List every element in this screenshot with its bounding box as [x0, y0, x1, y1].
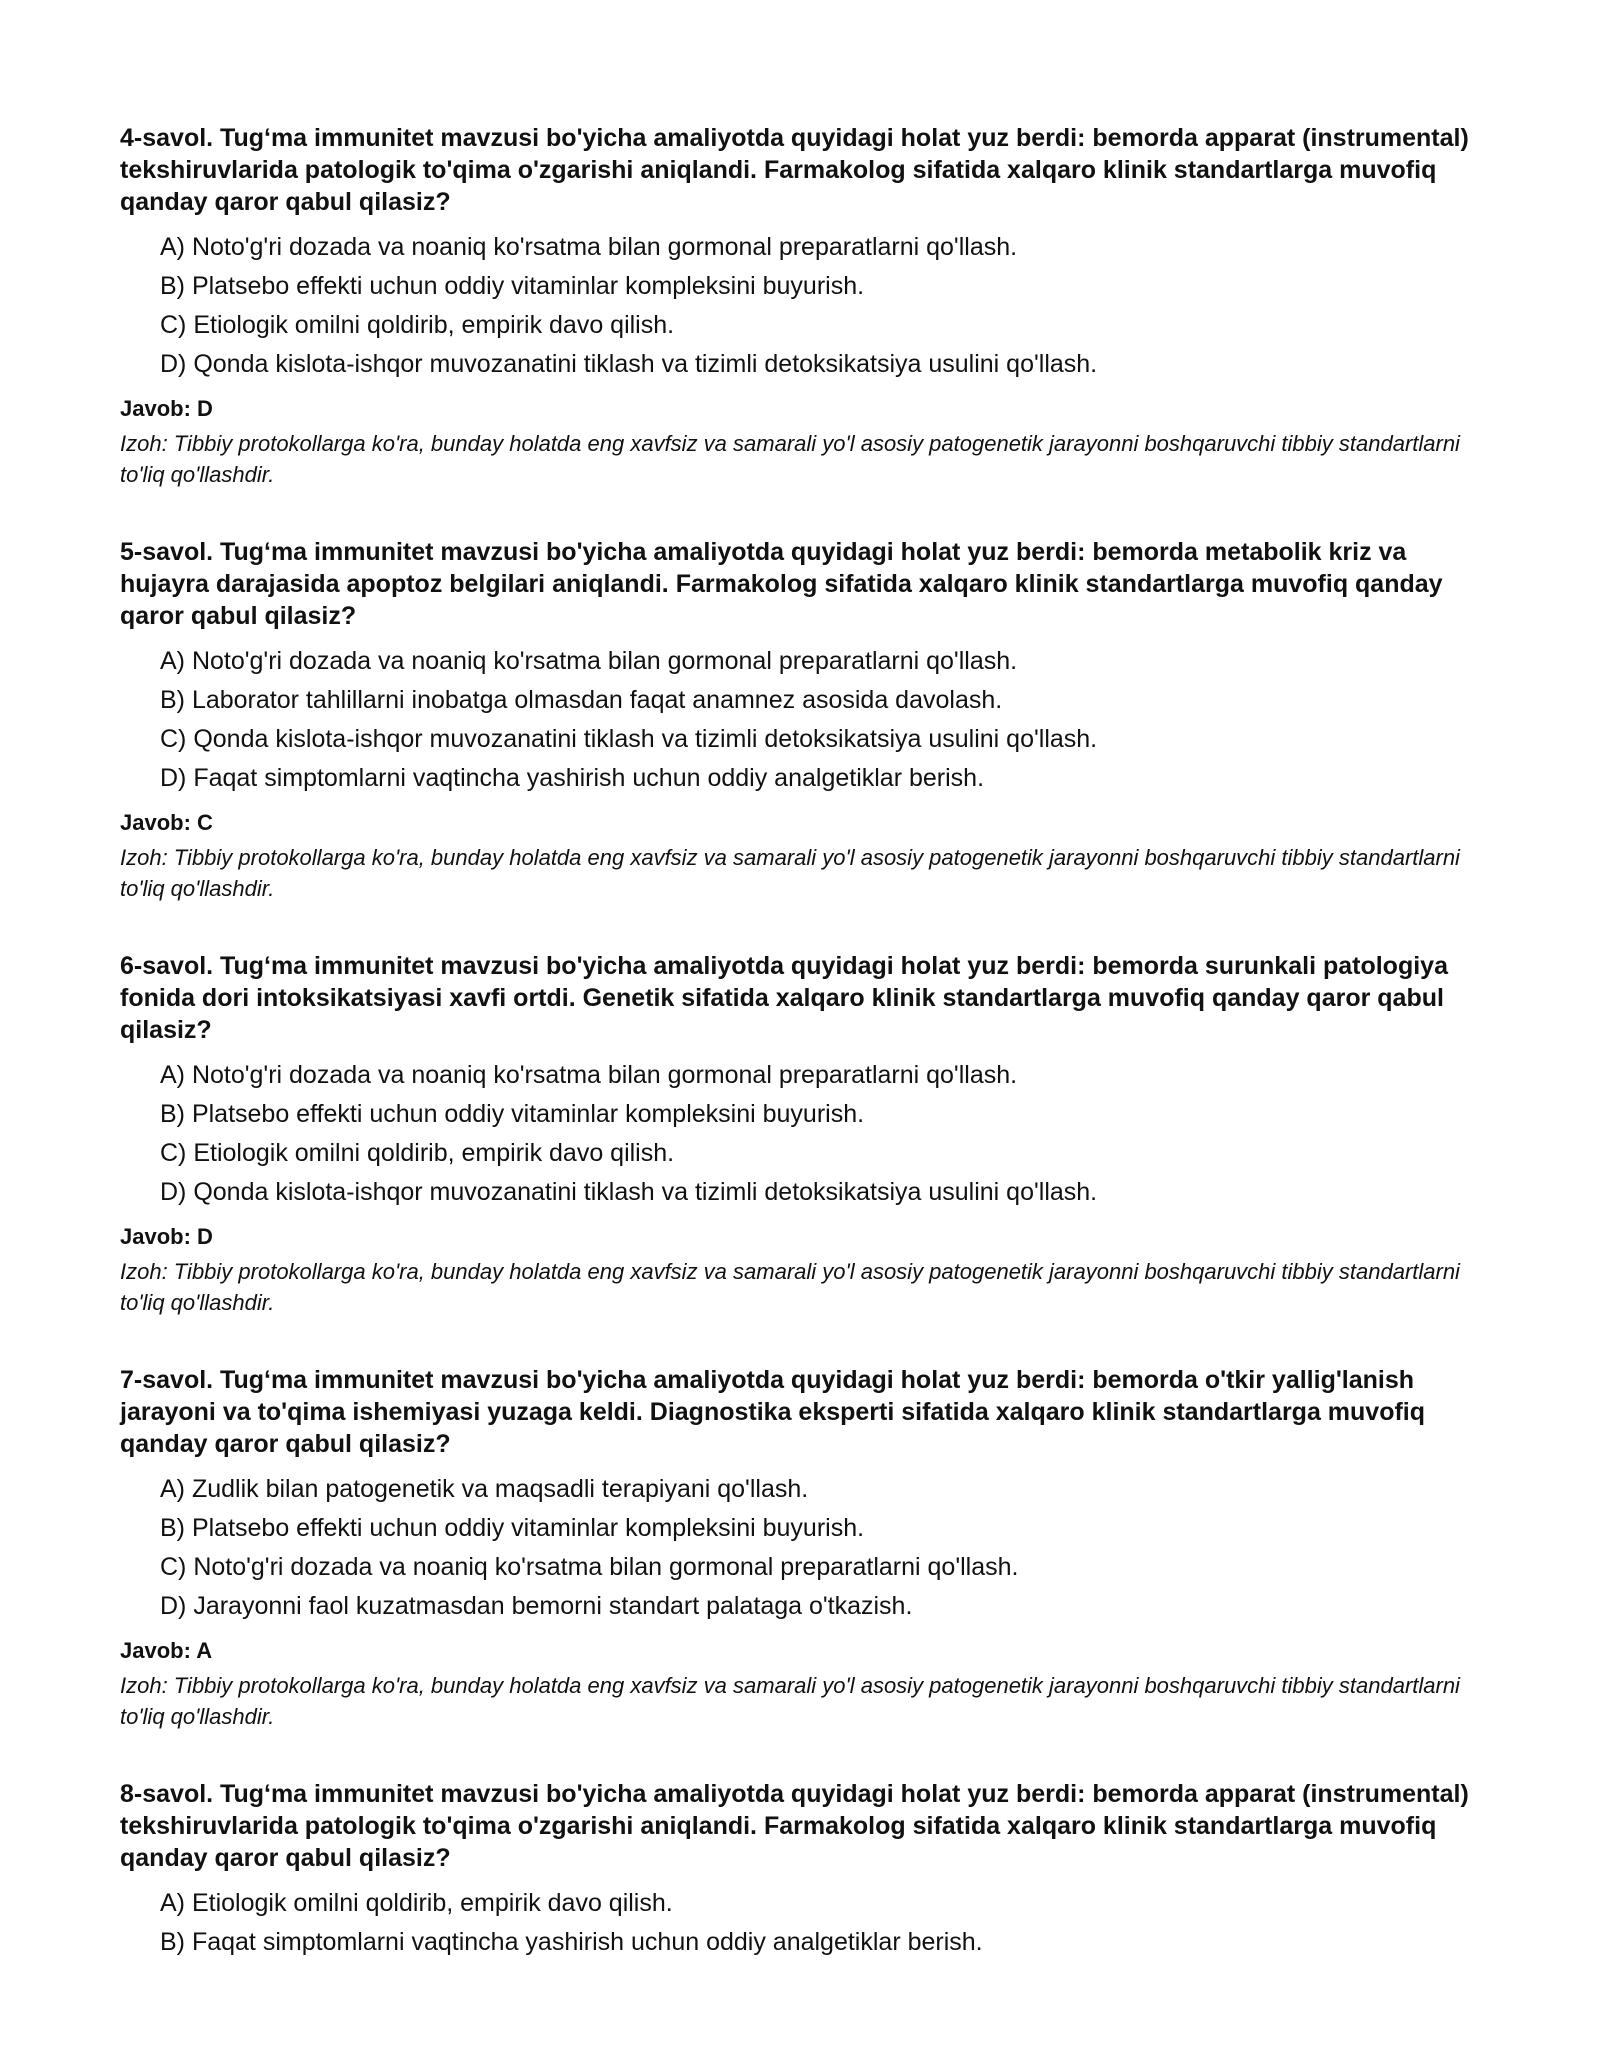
- answer-label: Javob: D: [120, 396, 213, 421]
- option-c: C) Qonda kislota-ishqor muvozanatini tiklash va tizimli detoksikatsiya usulini qo'llash.: [160, 725, 1098, 753]
- option-b: B) Platsebo effekti uchun oddiy vitaminlar kompleksini buyurish.: [160, 1100, 865, 1128]
- question-title: 8-savol. Tug‘ma immunitet mavzusi bo'yicha amaliyotda quyidagi holat yuz berdi: bemorda apparat (instrumental) tekshiruvlarida patologik to'qima o'zgarishi aniqlandi. Farmakolog sifatida xalqaro klinik standartlarga muvofiq qanday qaror qabul qilasiz?: [120, 1780, 1469, 1872]
- question-block: [120, 1364, 1490, 1732]
- option-d: D) Qonda kislota-ishqor muvozanatini tiklash va tizimli detoksikatsiya usulini qo'llash.: [160, 350, 1098, 378]
- option-list: [120, 228, 1490, 384]
- option-d: D) Qonda kislota-ishqor muvozanatini tiklash va tizimli detoksikatsiya usulini qo'llash.: [160, 1178, 1098, 1206]
- option-c: C) Etiologik omilni qoldirib, empirik davo qilish.: [160, 1139, 675, 1167]
- question-title: 4-savol. Tug‘ma immunitet mavzusi bo'yicha amaliyotda quyidagi holat yuz berdi: bemorda apparat (instrumental) tekshiruvlarida patologik to'qima o'zgarishi aniqlandi. Farmakolog sifatida xalqaro klinik standartlarga muvofiq qanday qaror qabul qilasiz?: [120, 124, 1469, 216]
- option-b: B) Platsebo effekti uchun oddiy vitaminlar kompleksini buyurish.: [160, 1514, 865, 1542]
- option-a: A) Noto'g'ri dozada va noaniq ko'rsatma bilan gormonal preparatlarni qo'llash.: [160, 1061, 1018, 1089]
- question-block: [120, 122, 1490, 490]
- answer-label: Javob: D: [120, 1224, 213, 1249]
- option-list: [120, 1056, 1490, 1212]
- option-c: C) Noto'g'ri dozada va noaniq ko'rsatma bilan gormonal preparatlarni qo'llash.: [160, 1553, 1019, 1581]
- option-b: B) Platsebo effekti uchun oddiy vitaminlar kompleksini buyurish.: [160, 272, 865, 300]
- option-list: [120, 642, 1490, 798]
- question-block: [120, 1778, 1490, 1962]
- answer-label: Javob: A: [120, 1638, 213, 1663]
- explanation-text: Izoh: Tibbiy protokollarga ko'ra, bunday holatda eng xavfsiz va samarali yo'l asosiy patogenetik jarayonni boshqaruvchi tibbiy standartlarni to'liq qo'llashdir.: [120, 845, 1460, 901]
- answer-label: Javob: C: [120, 810, 213, 835]
- question-title: 7-savol. Tug‘ma immunitet mavzusi bo'yicha amaliyotda quyidagi holat yuz berdi: bemorda o'tkir yallig'lanish jarayoni va to'qima ishemiyasi yuzaga keldi. Diagnostika eksperti sifatida xalqaro klinik standartlarga muvofiq qanday qaror qabul qilasiz?: [120, 1366, 1426, 1458]
- question-title: 6-savol. Tug‘ma immunitet mavzusi bo'yicha amaliyotda quyidagi holat yuz berdi: bemorda surunkali patologiya fonida dori intoksikatsiyasi xavfi ortdi. Genetik sifatida xalqaro klinik standartlarga muvofiq qanday qaror qabul qilasiz?: [120, 952, 1448, 1044]
- explanation-text: Izoh: Tibbiy protokollarga ko'ra, bunday holatda eng xavfsiz va samarali yo'l asosiy patogenetik jarayonni boshqaruvchi tibbiy standartlarni to'liq qo'llashdir.: [120, 1673, 1460, 1729]
- question-title: 5-savol. Tug‘ma immunitet mavzusi bo'yicha amaliyotda quyidagi holat yuz berdi: bemorda metabolik kriz va hujayra darajasida apoptoz belgilari aniqlandi. Farmakolog sifatida xalqaro klinik standartlarga muvofiq qanday qaror qabul qilasiz?: [120, 538, 1443, 630]
- option-d: D) Faqat simptomlarni vaqtincha yashirish uchun oddiy analgetiklar berish.: [160, 764, 985, 792]
- question-block: [120, 950, 1490, 1318]
- option-list: [120, 1470, 1490, 1626]
- option-b: B) Laborator tahlillarni inobatga olmasdan faqat anamnez asosida davolash.: [160, 686, 1003, 714]
- question-block: [120, 536, 1490, 904]
- option-b: B) Faqat simptomlarni vaqtincha yashirish uchun oddiy analgetiklar berish.: [160, 1928, 983, 1956]
- explanation-text: Izoh: Tibbiy protokollarga ko'ra, bunday holatda eng xavfsiz va samarali yo'l asosiy patogenetik jarayonni boshqaruvchi tibbiy standartlarni to'liq qo'llashdir.: [120, 431, 1460, 487]
- option-a: A) Noto'g'ri dozada va noaniq ko'rsatma bilan gormonal preparatlarni qo'llash.: [160, 233, 1018, 261]
- option-a: A) Zudlik bilan patogenetik va maqsadli terapiyani qo'llash.: [160, 1475, 809, 1503]
- option-a: A) Noto'g'ri dozada va noaniq ko'rsatma bilan gormonal preparatlarni qo'llash.: [160, 647, 1018, 675]
- document-page: [120, 122, 1490, 2008]
- option-c: C) Etiologik omilni qoldirib, empirik davo qilish.: [160, 311, 675, 339]
- option-list: [120, 1884, 1490, 1962]
- option-a: A) Etiologik omilni qoldirib, empirik davo qilish.: [160, 1889, 673, 1917]
- option-d: D) Jarayonni faol kuzatmasdan bemorni standart palataga o'tkazish.: [160, 1592, 913, 1620]
- explanation-text: Izoh: Tibbiy protokollarga ko'ra, bunday holatda eng xavfsiz va samarali yo'l asosiy patogenetik jarayonni boshqaruvchi tibbiy standartlarni to'liq qo'llashdir.: [120, 1259, 1460, 1315]
